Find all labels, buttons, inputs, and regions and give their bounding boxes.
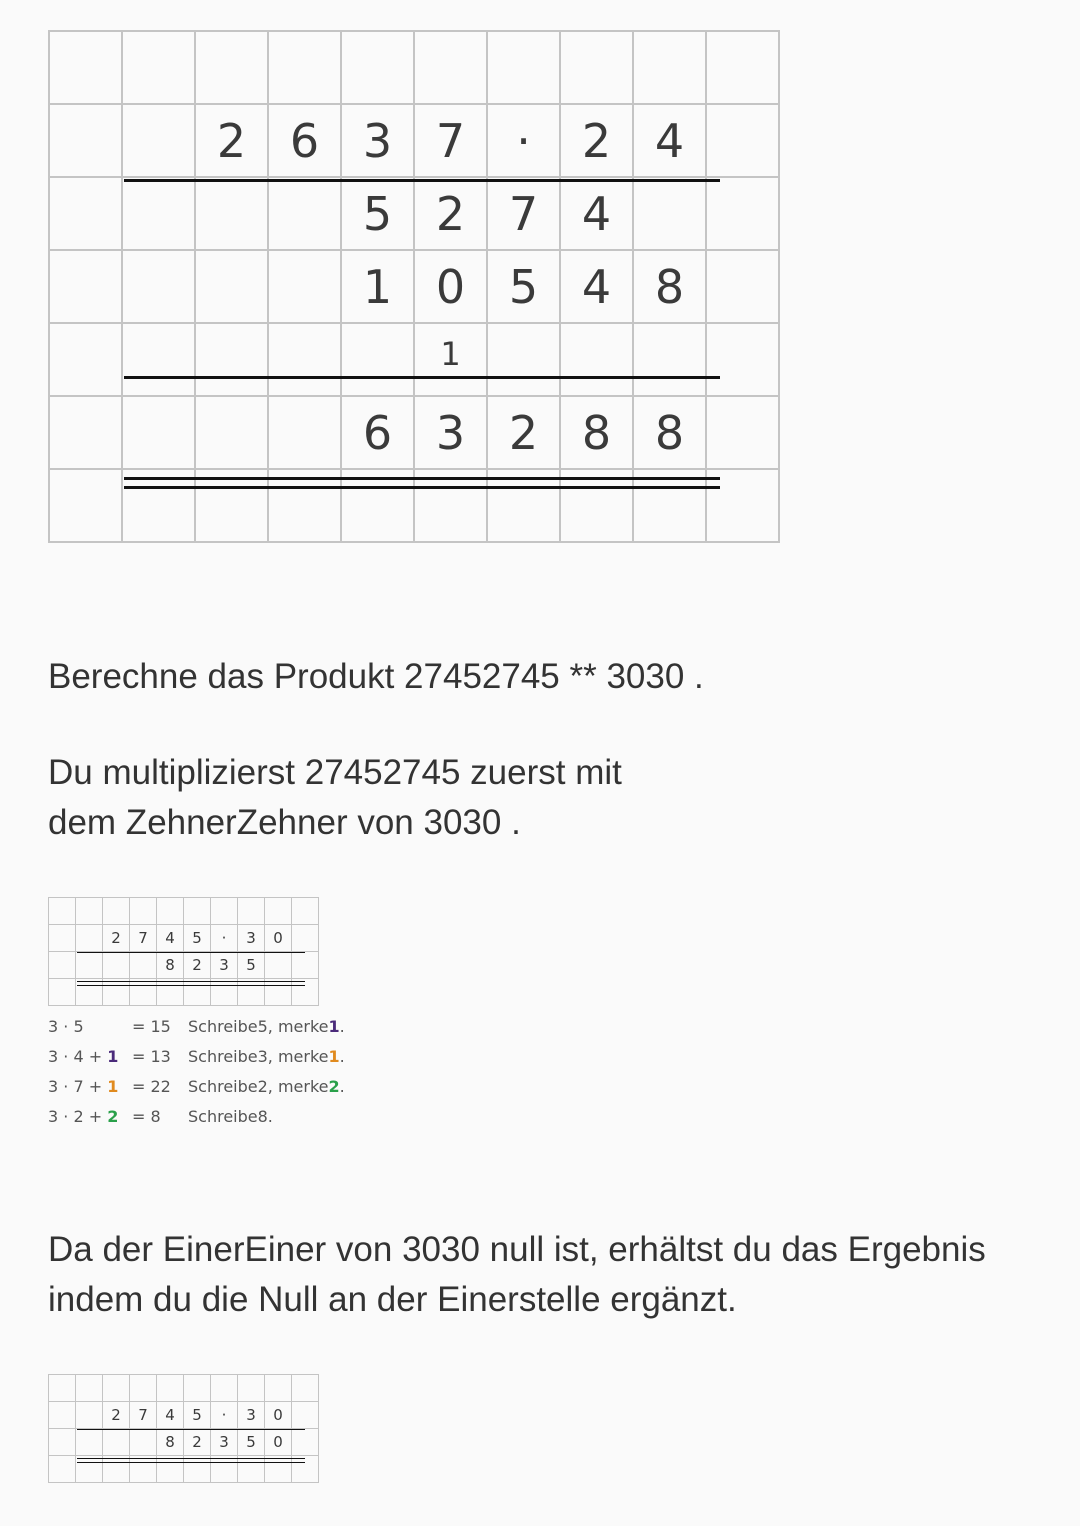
- grid-cell: [487, 31, 560, 104]
- expression-text: 3 · 2 +: [48, 1107, 108, 1126]
- grid-cell: 6: [268, 104, 341, 177]
- grid-cell: [706, 323, 779, 396]
- grid-cell: 6: [341, 396, 414, 469]
- grid-cell: 1: [341, 250, 414, 323]
- grid-cell: [122, 396, 195, 469]
- grid-cell: [76, 979, 103, 1006]
- grid-cell: [265, 952, 292, 979]
- note-text: Schreibe5, merke: [188, 1017, 329, 1036]
- grid-row: [49, 952, 319, 979]
- grid-cell: [211, 979, 238, 1006]
- grid-cell: 7: [130, 1402, 157, 1429]
- grid-cell: [157, 1456, 184, 1483]
- grid-cell: [560, 323, 633, 396]
- instruction-step2-line1: Da der EinerEiner von 3030 null ist, erhältst du das Ergebnis: [48, 1230, 986, 1269]
- small1-double-underline-bottom: [77, 985, 305, 986]
- grid-cell: [49, 925, 76, 952]
- grid-cell: [292, 925, 319, 952]
- grid-cell: [487, 323, 560, 396]
- grid-cell: 7: [487, 177, 560, 250]
- grid-cell: [49, 1375, 76, 1402]
- grid-cell: [49, 177, 122, 250]
- note-text: Schreibe3, merke: [188, 1047, 329, 1066]
- grid-cell: [130, 952, 157, 979]
- small2-double-underline-top: [77, 1458, 305, 1459]
- grid-cell: [122, 177, 195, 250]
- grid-cell: [130, 1429, 157, 1456]
- grid-cell: [157, 898, 184, 925]
- grid-cell: 4: [157, 925, 184, 952]
- grid-cell: 5: [184, 925, 211, 952]
- grid-cell: [195, 396, 268, 469]
- grid-cell: [130, 979, 157, 1006]
- grid-cell: [414, 31, 487, 104]
- carry-value: 1: [107, 1047, 119, 1066]
- grid-cell: 5: [238, 1429, 265, 1456]
- calc-expression: [48, 1072, 118, 1102]
- grid-cell: [157, 1375, 184, 1402]
- small1-underline: [77, 952, 305, 953]
- grid-row: [49, 31, 779, 104]
- grid-cell: [238, 1456, 265, 1483]
- grid-cell: [195, 250, 268, 323]
- grid-row: [49, 104, 779, 177]
- grid-cell: [265, 979, 292, 1006]
- grid-cell: 2: [560, 104, 633, 177]
- grid-cell: ·: [211, 1402, 238, 1429]
- grid-cell: 8: [560, 396, 633, 469]
- grid-cell: [292, 1456, 319, 1483]
- grid-row: [49, 250, 779, 323]
- grid-cell: [633, 177, 706, 250]
- grid-row: [49, 1375, 319, 1402]
- expression-text: 3 · 7 +: [48, 1077, 108, 1096]
- grid-row: [49, 898, 319, 925]
- grid-cell: [195, 177, 268, 250]
- grid-cell: [268, 323, 341, 396]
- grid-cell: [122, 31, 195, 104]
- grid-row: [49, 396, 779, 469]
- grid-cell: 2: [103, 925, 130, 952]
- grid-cell: [414, 323, 487, 396]
- instruction-step1-line1: Du multiplizierst 27452745 zuerst mit: [48, 753, 622, 792]
- grid-cell: [76, 1456, 103, 1483]
- grid-row: [49, 1429, 319, 1456]
- grid-cell: 8: [633, 250, 706, 323]
- grid-row: [49, 979, 319, 1006]
- grid-cell: 3: [211, 1429, 238, 1456]
- grid-cell: ·: [211, 925, 238, 952]
- grid-cell: [560, 31, 633, 104]
- grid-cell: [184, 898, 211, 925]
- calc-result: = 22: [132, 1077, 171, 1096]
- grid-cell: [130, 898, 157, 925]
- grid-cell: [49, 1402, 76, 1429]
- grid-row: [49, 1402, 319, 1429]
- small1-double-underline-top: [77, 981, 305, 982]
- grid-cell: 3: [211, 952, 238, 979]
- grid-cell: [211, 898, 238, 925]
- instruction-step2: [48, 1225, 986, 1325]
- grid-cell: [268, 250, 341, 323]
- grid-cell: 4: [633, 104, 706, 177]
- remember-value: 1: [328, 1017, 340, 1036]
- grid-row: [49, 1456, 319, 1483]
- grid-cell: 0: [265, 925, 292, 952]
- grid-cell: [49, 1456, 76, 1483]
- grid-cell: [130, 1456, 157, 1483]
- grid-cell: [238, 1375, 265, 1402]
- multiplication-example-grid: [48, 30, 780, 543]
- grid-cell: 3: [238, 925, 265, 952]
- grid-cell: [265, 1456, 292, 1483]
- double-underline-bottom: [124, 486, 720, 489]
- grid-cell: [341, 31, 414, 104]
- grid-row: [49, 925, 319, 952]
- grid-cell: [268, 31, 341, 104]
- grid-cell: [130, 1375, 157, 1402]
- grid-cell: 2: [414, 177, 487, 250]
- grid-cell: 2: [103, 1402, 130, 1429]
- carry-value: 1: [107, 1077, 119, 1096]
- grid-cell: 7: [414, 104, 487, 177]
- calc-expression: [48, 1102, 118, 1132]
- underline-factors: [124, 179, 720, 182]
- grid-cell: [49, 469, 122, 542]
- grid-cell: 5: [487, 250, 560, 323]
- grid-cell: [706, 177, 779, 250]
- expression-text: 3 · 5: [48, 1017, 84, 1036]
- grid-cell: [633, 31, 706, 104]
- grid-cell: [265, 1375, 292, 1402]
- grid-cell: 0: [414, 250, 487, 323]
- calc-expression: [48, 1012, 84, 1042]
- grid-cell: 2: [487, 396, 560, 469]
- expression-text: 3 · 4 +: [48, 1047, 108, 1066]
- grid-cell: 4: [157, 1402, 184, 1429]
- grid-cell: 2: [184, 952, 211, 979]
- grid-cell: [49, 396, 122, 469]
- small2-double-underline-bottom: [77, 1462, 305, 1463]
- grid-cell: [292, 898, 319, 925]
- grid-cell: [268, 396, 341, 469]
- grid-cell: 7: [130, 925, 157, 952]
- grid-cell: 4: [560, 177, 633, 250]
- grid-cell: [265, 898, 292, 925]
- grid-cell: [103, 979, 130, 1006]
- grid-cell: 5: [341, 177, 414, 250]
- carry-value: 2: [107, 1107, 119, 1126]
- underline-carry: [124, 376, 720, 379]
- grid-cell: [49, 979, 76, 1006]
- grid-cell: [195, 323, 268, 396]
- instruction-step1: [48, 748, 622, 848]
- grid-cell: [706, 396, 779, 469]
- grid-cell: 0: [265, 1429, 292, 1456]
- grid-cell: 3: [414, 396, 487, 469]
- grid-cell: [341, 323, 414, 396]
- grid-cell: ·: [487, 104, 560, 177]
- grid-cell: [103, 952, 130, 979]
- grid-cell: 5: [238, 952, 265, 979]
- remember-value: 1: [328, 1047, 340, 1066]
- task-text: Berechne das Produkt 27452745 ** 3030 .: [48, 657, 704, 696]
- grid-cell: 3: [341, 104, 414, 177]
- grid-row: [49, 177, 779, 250]
- note-end: .: [339, 1077, 345, 1096]
- grid-cell: 4: [560, 250, 633, 323]
- grid-cell: [292, 1375, 319, 1402]
- grid-cell: [49, 31, 122, 104]
- grid-cell: [76, 952, 103, 979]
- grid-cell: [49, 1429, 76, 1456]
- grid-cell: [76, 1402, 103, 1429]
- grid-cell: [211, 1375, 238, 1402]
- grid-cell: 8: [633, 396, 706, 469]
- grid-cell: 2: [195, 104, 268, 177]
- grid-row: [49, 323, 779, 396]
- calc-expression: [48, 1042, 118, 1072]
- grid-cell: 0: [265, 1402, 292, 1429]
- grid-cell: [103, 1429, 130, 1456]
- instruction-step2-line2: indem du die Null an der Einerstelle ergänzt.: [48, 1280, 737, 1319]
- grid-cell: [292, 952, 319, 979]
- grid-cell: [633, 323, 706, 396]
- grid-cell: [76, 925, 103, 952]
- grid-cell: [292, 979, 319, 1006]
- grid-cell: [706, 31, 779, 104]
- grid-cell: [211, 1456, 238, 1483]
- calc-note: [188, 1012, 345, 1042]
- grid-cell: [122, 104, 195, 177]
- grid-cell: 8: [157, 1429, 184, 1456]
- calc-result: = 8: [132, 1107, 161, 1126]
- grid-cell: [238, 898, 265, 925]
- instruction-step1-line2: dem ZehnerZehner von 3030 .: [48, 803, 521, 842]
- carry-digit: 1: [440, 334, 461, 373]
- grid-cell: [122, 250, 195, 323]
- grid-cell: [292, 1402, 319, 1429]
- grid-cell: [268, 177, 341, 250]
- grid-cell: [103, 1456, 130, 1483]
- grid-cell: [49, 250, 122, 323]
- grid-cell: [103, 898, 130, 925]
- grid-cell: [238, 979, 265, 1006]
- grid-cell: 2: [184, 1429, 211, 1456]
- grid-cell: [195, 31, 268, 104]
- grid-cell: [122, 323, 195, 396]
- calc-result: = 15: [132, 1017, 171, 1036]
- calc-note: [188, 1042, 345, 1072]
- grid-cell: [706, 104, 779, 177]
- calc-result: = 13: [132, 1047, 171, 1066]
- grid-cell: [49, 104, 122, 177]
- grid-cell: [76, 1429, 103, 1456]
- grid-cell: [184, 1375, 211, 1402]
- remember-value: 2: [328, 1077, 340, 1096]
- calc-note: [188, 1102, 273, 1132]
- note-end: .: [339, 1047, 345, 1066]
- note-text: Schreibe2, merke: [188, 1077, 329, 1096]
- grid-cell: [49, 898, 76, 925]
- small2-underline: [77, 1429, 305, 1430]
- grid-cell: [292, 1429, 319, 1456]
- double-underline-top: [124, 477, 720, 480]
- grid-cell: 5: [184, 1402, 211, 1429]
- note-end: .: [339, 1017, 345, 1036]
- note-text: Schreibe8.: [188, 1107, 273, 1126]
- calc-note: [188, 1072, 345, 1102]
- grid-cell: [706, 250, 779, 323]
- grid-cell: [184, 979, 211, 1006]
- grid-cell: [184, 1456, 211, 1483]
- grid-cell: [76, 1375, 103, 1402]
- grid-cell: [49, 323, 122, 396]
- grid-cell: [76, 898, 103, 925]
- grid-cell: 8: [157, 952, 184, 979]
- grid-cell: 3: [238, 1402, 265, 1429]
- grid-cell: [157, 979, 184, 1006]
- grid-cell: [103, 1375, 130, 1402]
- grid-cell: [49, 952, 76, 979]
